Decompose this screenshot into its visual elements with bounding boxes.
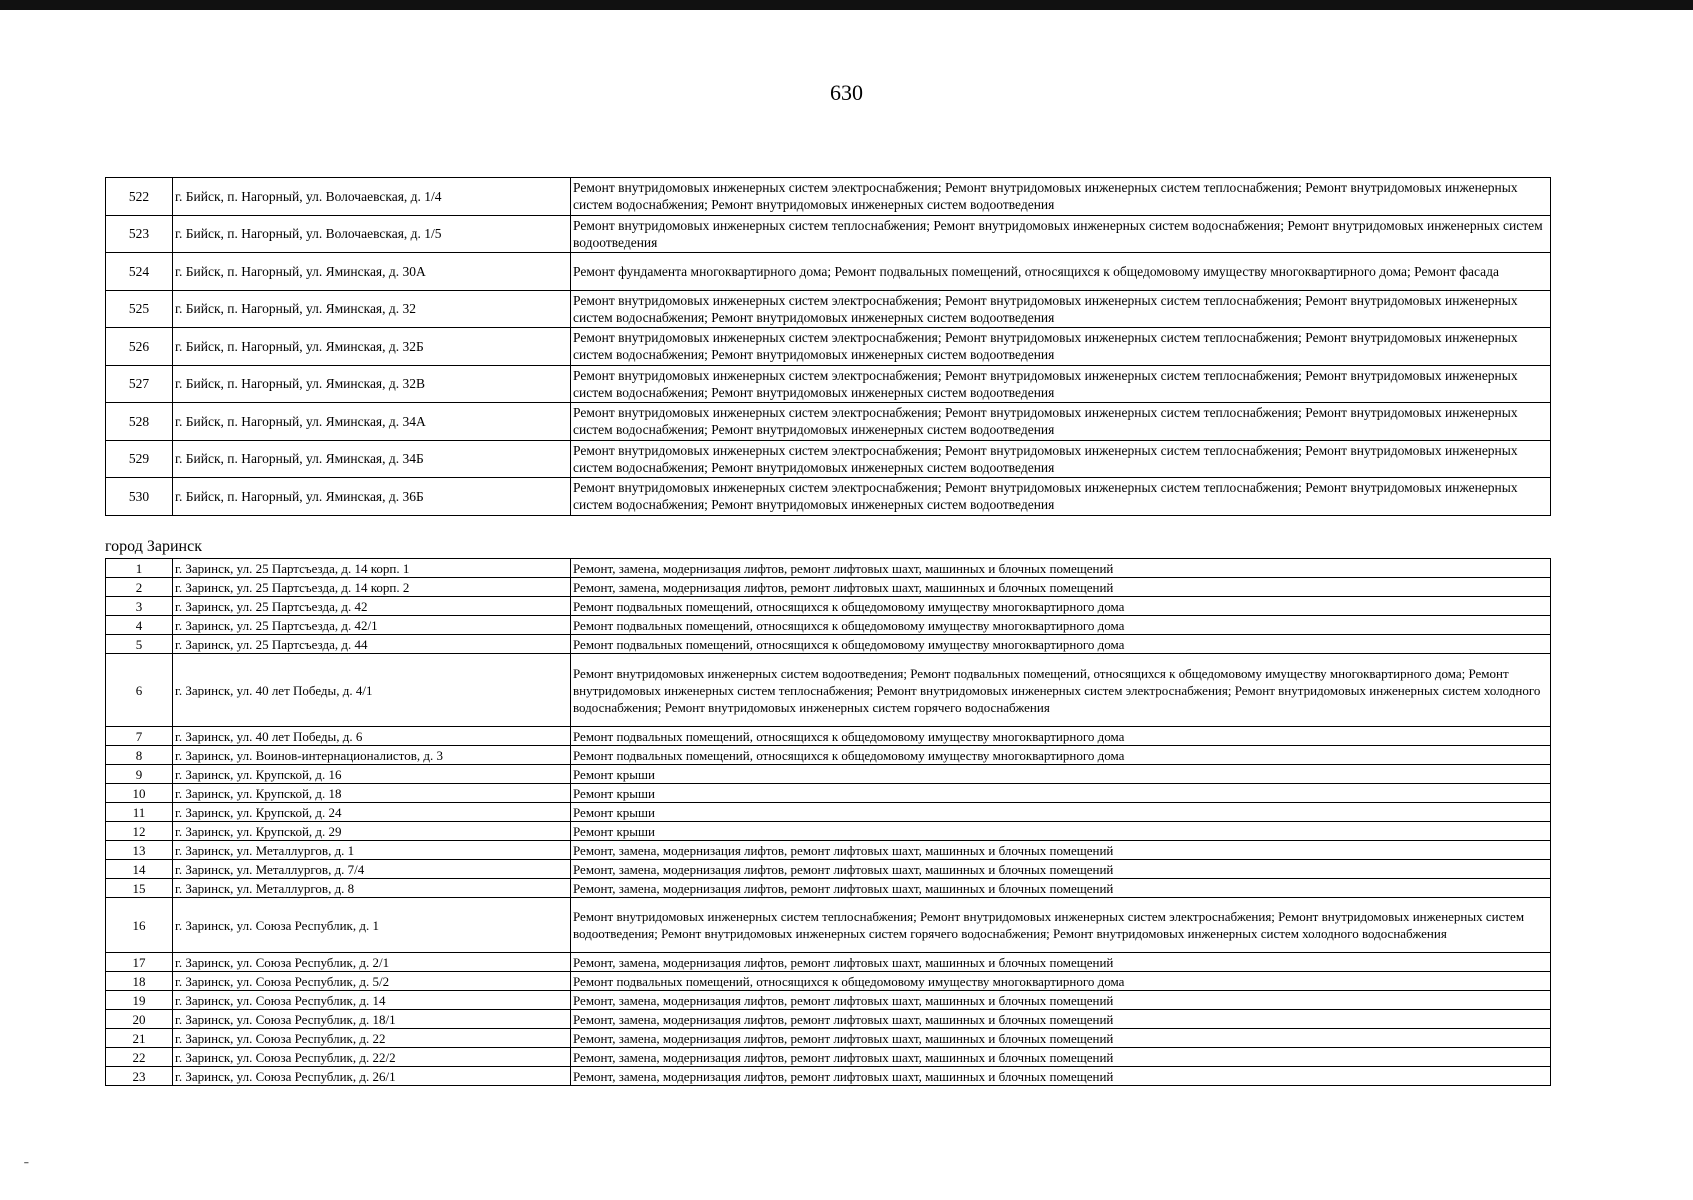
row-number: 21 (106, 1029, 173, 1048)
row-number: 3 (106, 597, 173, 616)
row-number: 16 (106, 898, 173, 953)
row-works: Ремонт подвальных помещений, относящихся к общедомовому имуществу многоквартирного дома (571, 746, 1551, 765)
table-row (106, 784, 1551, 803)
row-address: г. Заринск, ул. Союза Республик, д. 5/2 (173, 972, 571, 991)
row-address: г. Заринск, ул. Металлургов, д. 7/4 (173, 860, 571, 879)
row-address: г. Заринск, ул. 25 Партсъезда, д. 14 корп. 1 (173, 559, 571, 578)
row-works: Ремонт фундамента многоквартирного дома; Ремонт подвальных помещений, относящихся к общедомовому имуществу многоквартирного дома; Ремонт фасада (571, 253, 1551, 291)
table-row (106, 403, 1551, 441)
row-number: 9 (106, 765, 173, 784)
row-address: г. Бийск, п. Нагорный, ул. Яминская, д. 34А (173, 403, 571, 441)
row-number: 10 (106, 784, 173, 803)
row-works: Ремонт внутридомовых инженерных систем теплоснабжения; Ремонт внутридомовых инженерных систем электроснабжения; Ремонт внутридомовых инженерных систем водоотведения; Ремонт внутридомовых инженерных систем горячего водоснабжения; Ремонт внутридомовых инженерных систем холодного водоснабжения (571, 898, 1551, 953)
row-address: г. Заринск, ул. 25 Партсъезда, д. 42 (173, 597, 571, 616)
table-row (106, 635, 1551, 654)
table-row (106, 597, 1551, 616)
table-row (106, 654, 1551, 727)
row-address: г. Бийск, п. Нагорный, ул. Яминская, д. 36Б (173, 478, 571, 516)
row-works: Ремонт подвальных помещений, относящихся к общедомовому имуществу многоквартирного дома (571, 727, 1551, 746)
row-works: Ремонт, замена, модернизация лифтов, ремонт лифтовых шахт, машинных и блочных помещений (571, 1048, 1551, 1067)
row-number: 530 (106, 478, 173, 516)
row-number: 11 (106, 803, 173, 822)
table-row (106, 1010, 1551, 1029)
scan-top-border (0, 0, 1693, 10)
row-works: Ремонт внутридомовых инженерных систем электроснабжения; Ремонт внутридомовых инженерных систем теплоснабжения; Ремонт внутридомовых инженерных систем водоснабжения; Ремонт внутридомовых инженерных систем водоотведения (571, 478, 1551, 516)
row-works: Ремонт внутридомовых инженерных систем электроснабжения; Ремонт внутридомовых инженерных систем теплоснабжения; Ремонт внутридомовых инженерных систем водоснабжения; Ремонт внутридомовых инженерных систем водоотведения (571, 365, 1551, 403)
row-number: 22 (106, 1048, 173, 1067)
row-works: Ремонт внутридомовых инженерных систем электроснабжения; Ремонт внутридомовых инженерных систем теплоснабжения; Ремонт внутридомовых инженерных систем водоснабжения; Ремонт внутридомовых инженерных систем водоотведения (571, 328, 1551, 366)
row-works: Ремонт крыши (571, 803, 1551, 822)
table-row (106, 860, 1551, 879)
table-row (106, 879, 1551, 898)
row-address: г. Бийск, п. Нагорный, ул. Волочаевская, д. 1/5 (173, 215, 571, 253)
row-number: 1 (106, 559, 173, 578)
table-row (106, 841, 1551, 860)
row-address: г. Бийск, п. Нагорный, ул. Яминская, д. 32В (173, 365, 571, 403)
row-address: г. Бийск, п. Нагорный, ул. Яминская, д. 32Б (173, 328, 571, 366)
row-number: 526 (106, 328, 173, 366)
row-works: Ремонт внутридомовых инженерных систем водоотведения; Ремонт подвальных помещений, относящихся к общедомовому имуществу многоквартирного дома; Ремонт внутридомовых инженерных систем теплоснабжения; Ремонт внутридомовых инженерных систем электроснабжения; Ремонт внутридомовых инженерных систем холодного водоснабжения; Ремонт внутридомовых инженерных систем горячего водоснабжения (571, 654, 1551, 727)
row-works: Ремонт крыши (571, 822, 1551, 841)
row-number: 23 (106, 1067, 173, 1086)
row-works: Ремонт, замена, модернизация лифтов, ремонт лифтовых шахт, машинных и блочных помещений (571, 879, 1551, 898)
row-works: Ремонт подвальных помещений, относящихся к общедомовому имуществу многоквартирного дома (571, 972, 1551, 991)
row-number: 20 (106, 1010, 173, 1029)
table-row (106, 1029, 1551, 1048)
table-row (106, 765, 1551, 784)
row-address: г. Бийск, п. Нагорный, ул. Волочаевская, д. 1/4 (173, 178, 571, 216)
row-works: Ремонт, замена, модернизация лифтов, ремонт лифтовых шахт, машинных и блочных помещений (571, 1067, 1551, 1086)
row-address: г. Заринск, ул. Крупской, д. 16 (173, 765, 571, 784)
row-number: 19 (106, 991, 173, 1010)
row-address: г. Заринск, ул. Союза Республик, д. 26/1 (173, 1067, 571, 1086)
row-address: г. Заринск, ул. Союза Республик, д. 1 (173, 898, 571, 953)
row-works: Ремонт, замена, модернизация лифтов, ремонт лифтовых шахт, машинных и блочных помещений (571, 578, 1551, 597)
row-works: Ремонт, замена, модернизация лифтов, ремонт лифтовых шахт, машинных и блочных помещений (571, 559, 1551, 578)
table-row (106, 822, 1551, 841)
section-heading-zarinsk: город Заринск (105, 538, 202, 555)
row-number: 527 (106, 365, 173, 403)
row-address: г. Заринск, ул. Металлургов, д. 8 (173, 879, 571, 898)
row-works: Ремонт внутридомовых инженерных систем электроснабжения; Ремонт внутридомовых инженерных систем теплоснабжения; Ремонт внутридомовых инженерных систем водоснабжения; Ремонт внутридомовых инженерных систем водоотведения (571, 440, 1551, 478)
table-row (106, 991, 1551, 1010)
row-number: 17 (106, 953, 173, 972)
table-row (106, 972, 1551, 991)
table-row (106, 578, 1551, 597)
row-works: Ремонт, замена, модернизация лифтов, ремонт лифтовых шахт, машинных и блочных помещений (571, 841, 1551, 860)
row-number: 2 (106, 578, 173, 597)
row-works: Ремонт подвальных помещений, относящихся к общедомовому имуществу многоквартирного дома (571, 635, 1551, 654)
table-row (106, 478, 1551, 516)
row-address: г. Заринск, ул. Воинов-интернационалистов, д. 3 (173, 746, 571, 765)
table-row (106, 328, 1551, 366)
row-address: г. Бийск, п. Нагорный, ул. Яминская, д. 32 (173, 290, 571, 328)
table-row (106, 253, 1551, 291)
zarinsk-table-body (106, 559, 1551, 1086)
row-works: Ремонт крыши (571, 765, 1551, 784)
table-row (106, 953, 1551, 972)
table-row (106, 1067, 1551, 1086)
row-number: 529 (106, 440, 173, 478)
table-row (106, 898, 1551, 953)
row-works: Ремонт внутридомовых инженерных систем электроснабжения; Ремонт внутридомовых инженерных систем теплоснабжения; Ремонт внутридомовых инженерных систем водоснабжения; Ремонт внутридомовых инженерных систем водоотведения (571, 290, 1551, 328)
row-works: Ремонт, замена, модернизация лифтов, ремонт лифтовых шахт, машинных и блочных помещений (571, 991, 1551, 1010)
page-number: 630 (830, 80, 863, 105)
row-number: 525 (106, 290, 173, 328)
row-address: г. Бийск, п. Нагорный, ул. Яминская, д. 30А (173, 253, 571, 291)
table-row (106, 440, 1551, 478)
row-number: 8 (106, 746, 173, 765)
table-row (106, 215, 1551, 253)
row-address: г. Заринск, ул. Союза Республик, д. 22/2 (173, 1048, 571, 1067)
row-address: г. Заринск, ул. Металлургов, д. 1 (173, 841, 571, 860)
table-row (106, 559, 1551, 578)
row-address: г. Заринск, ул. 25 Партсъезда, д. 44 (173, 635, 571, 654)
row-number: 524 (106, 253, 173, 291)
table-row (106, 727, 1551, 746)
row-number: 7 (106, 727, 173, 746)
row-works: Ремонт, замена, модернизация лифтов, ремонт лифтовых шахт, машинных и блочных помещений (571, 860, 1551, 879)
row-works: Ремонт подвальных помещений, относящихся к общедомовому имуществу многоквартирного дома (571, 616, 1551, 635)
row-works: Ремонт внутридомовых инженерных систем электроснабжения; Ремонт внутридомовых инженерных систем теплоснабжения; Ремонт внутридомовых инженерных систем водоснабжения; Ремонт внутридомовых инженерных систем водоотведения (571, 178, 1551, 216)
row-works: Ремонт крыши (571, 784, 1551, 803)
row-number: 5 (106, 635, 173, 654)
row-address: г. Заринск, ул. Союза Республик, д. 22 (173, 1029, 571, 1048)
row-number: 523 (106, 215, 173, 253)
row-address: г. Заринск, ул. Крупской, д. 24 (173, 803, 571, 822)
row-number: 528 (106, 403, 173, 441)
row-address: г. Заринск, ул. 25 Партсъезда, д. 42/1 (173, 616, 571, 635)
row-works: Ремонт, замена, модернизация лифтов, ремонт лифтовых шахт, машинных и блочных помещений (571, 953, 1551, 972)
table-row (106, 178, 1551, 216)
biysk-table-body (106, 178, 1551, 516)
zarinsk-table (105, 558, 1551, 1086)
row-address: г. Бийск, п. Нагорный, ул. Яминская, д. 34Б (173, 440, 571, 478)
row-works: Ремонт внутридомовых инженерных систем теплоснабжения; Ремонт внутридомовых инженерных систем водоснабжения; Ремонт внутридомовых инженерных систем водоотведения (571, 215, 1551, 253)
row-address: г. Заринск, ул. Крупской, д. 29 (173, 822, 571, 841)
row-address: г. Заринск, ул. Крупской, д. 18 (173, 784, 571, 803)
row-number: 522 (106, 178, 173, 216)
table-row (106, 803, 1551, 822)
scan-margin-mark: ˉ (24, 1160, 29, 1175)
row-number: 14 (106, 860, 173, 879)
row-address: г. Заринск, ул. 25 Партсъезда, д. 14 корп. 2 (173, 578, 571, 597)
row-number: 18 (106, 972, 173, 991)
row-works: Ремонт подвальных помещений, относящихся к общедомовому имуществу многоквартирного дома (571, 597, 1551, 616)
row-works: Ремонт, замена, модернизация лифтов, ремонт лифтовых шахт, машинных и блочных помещений (571, 1029, 1551, 1048)
table-row (106, 746, 1551, 765)
row-number: 13 (106, 841, 173, 860)
row-works: Ремонт, замена, модернизация лифтов, ремонт лифтовых шахт, машинных и блочных помещений (571, 1010, 1551, 1029)
row-address: г. Заринск, ул. Союза Республик, д. 18/1 (173, 1010, 571, 1029)
row-address: г. Заринск, ул. Союза Республик, д. 14 (173, 991, 571, 1010)
row-number: 12 (106, 822, 173, 841)
table-row (106, 616, 1551, 635)
table-row (106, 365, 1551, 403)
row-works: Ремонт внутридомовых инженерных систем электроснабжения; Ремонт внутридомовых инженерных систем теплоснабжения; Ремонт внутридомовых инженерных систем водоснабжения; Ремонт внутридомовых инженерных систем водоотведения (571, 403, 1551, 441)
biysk-table (105, 177, 1551, 516)
row-number: 4 (106, 616, 173, 635)
row-number: 6 (106, 654, 173, 727)
row-number: 15 (106, 879, 173, 898)
table-row (106, 290, 1551, 328)
row-address: г. Заринск, ул. 40 лет Победы, д. 6 (173, 727, 571, 746)
row-address: г. Заринск, ул. 40 лет Победы, д. 4/1 (173, 654, 571, 727)
row-address: г. Заринск, ул. Союза Республик, д. 2/1 (173, 953, 571, 972)
table-row (106, 1048, 1551, 1067)
